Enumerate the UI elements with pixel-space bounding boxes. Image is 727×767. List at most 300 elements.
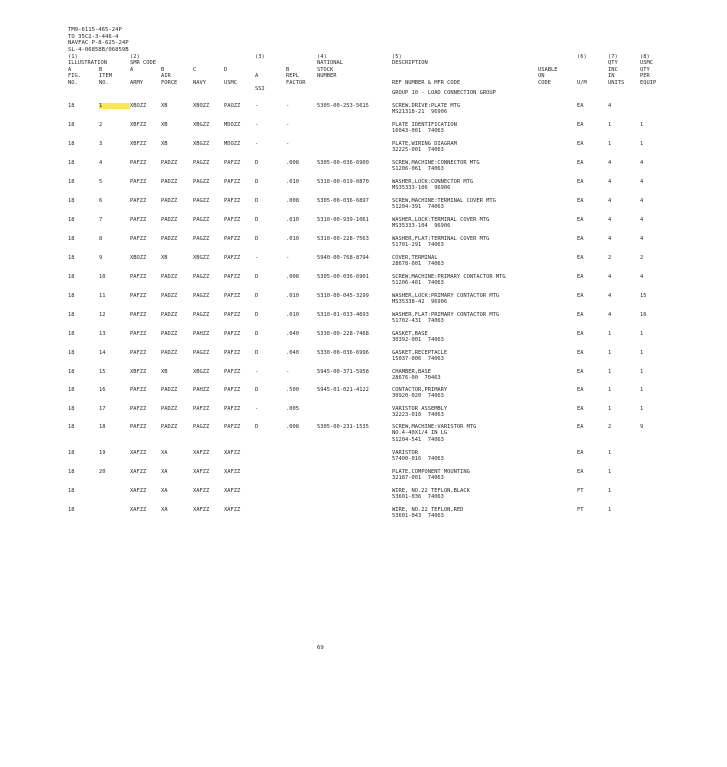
fig-cell: 18 (68, 507, 75, 513)
description-line: 51204-541 74063 (392, 436, 444, 443)
smr-army-cell: XBFZZ (130, 141, 147, 147)
table-row (0, 274, 727, 290)
item-cell: 20 (99, 469, 106, 475)
description-line: 32225-001 74063 (392, 147, 444, 154)
smr-airforce-cell: PADZZ (161, 331, 178, 337)
usmc-qty-cell: 1 (640, 350, 644, 356)
repl-factor-cell: .010 (286, 236, 299, 242)
smr-army-cell: XAFZZ (130, 507, 147, 513)
usmc-qty-cell: 2 (640, 255, 644, 261)
table-row (0, 255, 727, 271)
fig-cell: 18 (68, 236, 75, 242)
unit-measure-cell: EA (577, 293, 584, 299)
unit-measure-cell: EA (577, 141, 584, 147)
repl-factor-cell: .005 (286, 406, 299, 412)
stock-number-cell: 5940-00-768-8794 (317, 255, 369, 261)
usmc-qty-cell: 1 (640, 406, 644, 412)
usmc-qty-cell: 9 (640, 424, 644, 430)
description-line: 53601-036 74063 (392, 494, 444, 501)
stock-number-cell: 5305-00-253-5615 (317, 103, 369, 109)
qty-cell: 1 (608, 488, 612, 494)
group-title: GROUP 10 - LOAD CONNECTION GROUP (392, 90, 496, 96)
fig-cell: 18 (68, 350, 75, 356)
smr-airforce-cell: XB (161, 103, 168, 109)
description-line: 51701-291 74063 (392, 242, 444, 249)
column-header-line: CODE (538, 79, 551, 86)
column-header-usmc (224, 48, 237, 86)
smr-navy-cell: PAFZZ (193, 406, 210, 412)
usmc-qty-cell: 1 (640, 369, 644, 375)
qty-cell: 2 (608, 255, 612, 261)
unit-measure-cell: EA (577, 274, 584, 280)
smr-army-cell: PAFZZ (130, 179, 147, 185)
smr-army-cell: PAFZZ (130, 312, 147, 318)
column-header-line: IN (608, 73, 615, 80)
table-row (0, 103, 727, 119)
item-cell: 18 (99, 424, 106, 430)
ssi-cell: - (255, 406, 259, 412)
column-header-line: ARMY (130, 79, 143, 86)
repl-factor-cell: .500 (286, 387, 299, 393)
description-line: 32187-001 74063 (392, 475, 444, 482)
qty-cell: 4 (608, 312, 612, 318)
ssi-cell: - (255, 141, 259, 147)
description-line: WASHER,LOCK:TERMINAL COVER MTG (392, 217, 490, 223)
description-line: WIRE, NO.22 TEFLON,RED (392, 507, 464, 513)
smr-airforce-cell: PADZZ (161, 293, 178, 299)
smr-navy-cell: PAGZZ (193, 424, 210, 430)
column-header-ssi (255, 54, 265, 92)
unit-measure-cell: EA (577, 424, 584, 430)
smr-army-cell: PAFZZ (130, 424, 147, 430)
description-line: PLATE,WIRING DIAGRAM (392, 141, 457, 147)
table-row (0, 179, 727, 195)
ssi-cell: - (255, 255, 259, 261)
usmc-qty-cell: 1 (640, 387, 644, 393)
description-line: MS35333-104 96906 (392, 223, 451, 230)
smr-army-cell: PAFZZ (130, 350, 147, 356)
unit-measure-cell: EA (577, 255, 584, 261)
smr-navy-cell: XAFZZ (193, 488, 210, 494)
table-row (0, 350, 727, 366)
fig-cell: 18 (68, 103, 75, 109)
smr-army-cell: PAFZZ (130, 160, 147, 166)
unit-measure-cell: EA (577, 469, 584, 475)
smr-army-cell: PAFZZ (130, 198, 147, 204)
description-line: CONTACTOR,PRIMARY (392, 387, 448, 393)
fig-cell: 18 (68, 141, 75, 147)
column-header-line: QTY (640, 66, 650, 73)
fig-cell: 18 (68, 369, 75, 375)
description-line: COVER,TERMINAL (392, 255, 438, 261)
smr-usmc-cell: PAFZZ (224, 312, 241, 318)
qty-cell: 1 (608, 122, 612, 128)
smr-airforce-cell: PADZZ (161, 424, 178, 430)
smr-usmc-cell: PAFZZ (224, 160, 241, 166)
item-cell: 19 (99, 450, 106, 456)
smr-usmc-cell: PAOZZ (224, 103, 241, 109)
smr-usmc-cell: XAFZZ (224, 507, 241, 513)
column-header-line: A (255, 73, 259, 80)
column-header-line: FORCE (161, 79, 178, 86)
usmc-qty-cell: 4 (640, 236, 644, 242)
column-header-line: (3) (255, 54, 265, 60)
description-line: 51204-391 74063 (392, 204, 444, 211)
smr-usmc-cell: PAFZZ (224, 274, 241, 280)
table-row (0, 387, 727, 403)
smr-airforce-cell: PADZZ (161, 387, 178, 393)
fig-cell: 18 (68, 293, 75, 299)
table-row (0, 312, 727, 328)
item-cell: 15 (99, 369, 106, 375)
repl-factor-cell: .040 (286, 350, 299, 356)
stock-number-cell: 5310-00-228-7563 (317, 236, 369, 242)
column-header-line: B (99, 66, 103, 73)
smr-usmc-cell: PAFZZ (224, 293, 241, 299)
unit-measure-cell: FT (577, 488, 584, 494)
table-row (0, 141, 727, 157)
repl-factor-cell: .010 (286, 217, 299, 223)
smr-army-cell: XBFZZ (130, 122, 147, 128)
description-line: SCREW,MACHINE:VARISTOR MTG (392, 424, 477, 430)
column-header-line: (7) (608, 54, 618, 60)
description-line: WASHER,LOCK:CONNECTOR MTG (392, 179, 474, 185)
repl-factor-cell: - (286, 122, 290, 128)
description-line: 28676-00 70463 (392, 375, 441, 382)
smr-navy-cell: XBOZZ (193, 103, 210, 109)
header-line: TO 35C2-3-446-4 (68, 33, 119, 40)
ssi-cell: D (255, 217, 259, 223)
column-header-line: AIR (161, 73, 171, 80)
repl-factor-cell: - (286, 369, 290, 375)
smr-usmc-cell: PAFZZ (224, 255, 241, 261)
column-header-line: D (224, 66, 228, 73)
column-header-line: B (286, 66, 290, 73)
smr-army-cell: XAFZZ (130, 488, 147, 494)
qty-cell: 1 (608, 350, 612, 356)
column-header-line: EQUIP (640, 79, 657, 86)
smr-usmc-cell: PAFZZ (224, 217, 241, 223)
smr-navy-cell: PAGZZ (193, 312, 210, 318)
unit-measure-cell: EA (577, 350, 584, 356)
item-cell: 17 (99, 406, 106, 412)
column-header-line: (1) (68, 54, 78, 60)
repl-factor-cell: .008 (286, 160, 299, 166)
column-header-line: SSI (255, 85, 265, 92)
column-header-line: NO. (68, 79, 78, 86)
column-header-line: NUMBER (317, 73, 337, 80)
smr-army-cell: XBOZZ (130, 255, 147, 261)
stock-number-cell: 5305-00-231-1535 (317, 424, 369, 430)
description-line: 51206-061 74063 (392, 166, 444, 173)
column-header-line: ITEM (99, 73, 112, 80)
column-header-line: REF NUMBER & MFR CODE (392, 79, 461, 86)
table-row (0, 217, 727, 233)
smr-army-cell: PAFZZ (130, 331, 147, 337)
unit-measure-cell: EA (577, 450, 584, 456)
smr-airforce-cell: PADZZ (161, 350, 178, 356)
stock-number-cell: 5310-00-019-0870 (317, 179, 369, 185)
smr-usmc-cell: MDOZZ (224, 141, 241, 147)
description-line: SCREW,MACHINE:TERMINAL COVER MTG (392, 198, 496, 204)
column-header-line: (5) (392, 54, 402, 60)
usmc-qty-cell: 1 (640, 141, 644, 147)
fig-cell: 18 (68, 406, 75, 412)
column-header-line: U/M (577, 79, 587, 86)
smr-usmc-cell: PAFZZ (224, 236, 241, 242)
smr-navy-cell: PAGZZ (193, 236, 210, 242)
qty-cell: 4 (608, 160, 612, 166)
usmc-qty-cell: 16 (640, 312, 647, 318)
ssi-cell: D (255, 236, 259, 242)
smr-usmc-cell: PAFZZ (224, 350, 241, 356)
repl-factor-cell: .008 (286, 424, 299, 430)
description-line: MS35338-42 96906 (392, 299, 448, 306)
smr-navy-cell: XAFZZ (193, 450, 210, 456)
smr-airforce-cell: XB (161, 369, 168, 375)
item-cell: 4 (99, 160, 103, 166)
column-header-line: A (130, 66, 134, 73)
column-header-nsn (317, 54, 343, 80)
ssi-cell: - (255, 369, 259, 375)
description-line: MS21318-21 96906 (392, 109, 448, 116)
smr-airforce-cell: PADZZ (161, 274, 178, 280)
smr-navy-cell: PAGZZ (193, 274, 210, 280)
column-header-line: (2) (130, 53, 140, 60)
ssi-cell: D (255, 293, 259, 299)
unit-measure-cell: EA (577, 387, 584, 393)
unit-measure-cell: EA (577, 198, 584, 204)
smr-usmc-cell: PAFZZ (224, 406, 241, 412)
column-header-line: NAVY (193, 79, 206, 86)
usmc-qty-cell: 4 (640, 179, 644, 185)
table-row (0, 469, 727, 485)
smr-usmc-cell: PAFZZ (224, 198, 241, 204)
document-header (68, 27, 129, 53)
repl-factor-cell: .010 (286, 179, 299, 185)
item-cell: 3 (99, 141, 103, 147)
item-cell: 8 (99, 236, 103, 242)
description-line: CHAMBER,BASE (392, 369, 431, 375)
table-row (0, 369, 727, 385)
description-line: VARISTOR ASSEMBLY (392, 406, 448, 412)
column-header-line: B (161, 66, 165, 73)
qty-cell: 4 (608, 236, 612, 242)
column-header-line: QTY (608, 60, 618, 67)
smr-army-cell: XBFZZ (130, 369, 147, 375)
column-header-line: C (193, 66, 197, 73)
column-header-line: USMC (640, 60, 653, 67)
smr-army-cell: PAFZZ (130, 274, 147, 280)
description-line: WIRE, NO.22 TEFLON,BLACK (392, 488, 470, 494)
column-header-line: (6) (577, 54, 587, 60)
qty-cell: 4 (608, 179, 612, 185)
description-line: 53601-043 74063 (392, 513, 444, 520)
unit-measure-cell: EA (577, 331, 584, 337)
column-header-desc (392, 54, 460, 86)
qty-cell: 4 (608, 198, 612, 204)
repl-factor-cell: .040 (286, 331, 299, 337)
smr-airforce-cell: XA (161, 507, 168, 513)
usmc-qty-cell: 4 (640, 274, 644, 280)
fig-cell: 18 (68, 331, 75, 337)
fig-cell: 18 (68, 387, 75, 393)
column-header-usable (538, 48, 557, 86)
smr-navy-cell: PAGZZ (193, 198, 210, 204)
unit-measure-cell: EA (577, 103, 584, 109)
smr-army-cell: PAFZZ (130, 387, 147, 393)
column-header-line: NO. (99, 79, 109, 86)
fig-cell: 18 (68, 450, 75, 456)
smr-airforce-cell: XA (161, 488, 168, 494)
smr-navy-cell: XBGZZ (193, 369, 210, 375)
item-cell: 14 (99, 350, 106, 356)
smr-airforce-cell: PADZZ (161, 406, 178, 412)
description-line: NO.4-40X1/4 IN LG (392, 430, 448, 437)
table-row (0, 507, 727, 523)
description-line: 16043-001 74063 (392, 128, 444, 135)
fig-cell: 18 (68, 424, 75, 430)
smr-army-cell: XAFZZ (130, 450, 147, 456)
item-cell: 11 (99, 293, 106, 299)
usmc-qty-cell: 4 (640, 217, 644, 223)
description-line: VARISTOR (392, 450, 418, 456)
smr-airforce-cell: PADZZ (161, 179, 178, 185)
table-row (0, 160, 727, 176)
item-cell: 12 (99, 312, 106, 318)
fig-cell: 18 (68, 312, 75, 318)
qty-cell: 1 (608, 331, 612, 337)
qty-cell: 2 (608, 424, 612, 430)
table-row (0, 331, 727, 347)
smr-navy-cell: XAFZZ (193, 507, 210, 513)
smr-airforce-cell: XB (161, 122, 168, 128)
fig-cell: 18 (68, 160, 75, 166)
smr-usmc-cell: PAFZZ (224, 369, 241, 375)
repl-factor-cell: .010 (286, 312, 299, 318)
description-line: GASKET,RECEPTACLE (392, 350, 448, 356)
table-row (0, 406, 727, 422)
column-header-qty (608, 54, 624, 86)
smr-usmc-cell: PAFZZ (224, 331, 241, 337)
description-line: WASHER,FLAT:TERMINAL COVER MTG (392, 236, 490, 242)
column-header-navy (193, 48, 206, 86)
unit-measure-cell: EA (577, 406, 584, 412)
unit-measure-cell: EA (577, 179, 584, 185)
column-header-line: INC (608, 66, 618, 73)
description-line: MS35333-106 96906 (392, 185, 451, 192)
smr-navy-cell: XBGZZ (193, 255, 210, 261)
header-line: TM9-6115-465-24P (68, 27, 122, 33)
smr-usmc-cell: PAFZZ (224, 179, 241, 185)
ssi-cell: D (255, 179, 259, 185)
ssi-cell: D (255, 198, 259, 204)
usmc-qty-cell: 1 (640, 331, 644, 337)
column-header-line: NATIONAL (317, 60, 343, 67)
smr-usmc-cell: XAFZZ (224, 488, 241, 494)
stock-number-cell: 5310-01-033-4693 (317, 312, 369, 318)
stock-number-cell: 5310-00-939-1061 (317, 217, 369, 223)
column-header-line: SMR CODE (130, 60, 156, 67)
ssi-cell: - (255, 122, 259, 128)
stock-number-cell: 5330-00-228-7468 (317, 331, 369, 337)
description-line: 51206-401 74063 (392, 280, 444, 287)
table-row (0, 293, 727, 309)
smr-airforce-cell: PADZZ (161, 236, 178, 242)
column-header-line: FIG. (68, 73, 81, 80)
item-cell: 7 (99, 217, 103, 223)
qty-cell: 1 (608, 450, 612, 456)
unit-measure-cell: EA (577, 160, 584, 166)
column-header-c2 (99, 54, 112, 86)
qty-cell: 4 (608, 293, 612, 299)
smr-airforce-cell: XB (161, 141, 168, 147)
fig-cell: 18 (68, 255, 75, 261)
unit-measure-cell: FT (577, 507, 584, 513)
qty-cell: 1 (608, 369, 612, 375)
smr-navy-cell: PAGZZ (193, 293, 210, 299)
column-header-line: DESCRIPTION (392, 60, 428, 67)
smr-navy-cell: XBGZZ (193, 141, 210, 147)
qty-cell: 1 (608, 406, 612, 412)
description-line: PLATE IDENTIFICATION (392, 122, 457, 128)
description-line: 30920-020 74063 (392, 393, 444, 400)
stock-number-cell: 5310-00-045-3299 (317, 293, 369, 299)
repl-factor-cell: .010 (286, 293, 299, 299)
smr-airforce-cell: PADZZ (161, 198, 178, 204)
column-header-line: (8) (640, 54, 650, 60)
smr-army-cell: PAFZZ (130, 236, 147, 242)
stock-number-cell: 5305-00-036-6900 (317, 160, 369, 166)
description-line: WASHER,FLAT:PRIMARY CONTACTOR MTG (392, 312, 500, 318)
ssi-cell: D (255, 350, 259, 356)
smr-army-cell: PAFZZ (130, 293, 147, 299)
item-cell: 6 (99, 198, 103, 204)
header-line: SL-4-06858B/06859B (68, 46, 129, 53)
column-header-line: USABLE (538, 66, 558, 73)
fig-cell: 18 (68, 217, 75, 223)
description-line: GASKET,BASE (392, 331, 428, 337)
smr-airforce-cell: PADZZ (161, 312, 178, 318)
smr-airforce-cell: XA (161, 450, 168, 456)
qty-cell: 4 (608, 103, 612, 109)
smr-usmc-cell: PAFZZ (224, 387, 241, 393)
description-line: PLATE,COMPONENT MOUNTING (392, 469, 470, 475)
ssi-cell: D (255, 331, 259, 337)
smr-airforce-cell: PADZZ (161, 160, 178, 166)
smr-army-cell: XAFZZ (130, 469, 147, 475)
item-cell: 1 (99, 103, 130, 109)
smr-navy-cell: PAHZZ (193, 387, 210, 393)
repl-factor-cell: .008 (286, 274, 299, 280)
description-line: SCREW,MACHINE:PRIMARY CONTACTOR MTG (392, 274, 506, 280)
smr-usmc-cell: MDOZZ (224, 122, 241, 128)
description-line: WASHER,LOCK:PRIMARY CONTACTOR MTG (392, 293, 500, 299)
qty-cell: 1 (608, 469, 612, 475)
description-line: 32223-010 74063 (392, 412, 444, 419)
repl-factor-cell: - (286, 255, 290, 261)
stock-number-cell: 5945-00-371-5958 (317, 369, 369, 375)
description-line: 30392-001 74063 (392, 337, 444, 344)
table-row (0, 450, 727, 466)
fig-cell: 18 (68, 469, 75, 475)
table-row (0, 424, 727, 443)
fig-cell: 18 (68, 179, 75, 185)
stock-number-cell: 5945-01-021-4122 (317, 387, 369, 393)
column-header-repl (286, 48, 305, 86)
description-line: SCREW,DRIVE:PLATE MTG (392, 103, 461, 109)
column-header-airforce (161, 48, 177, 86)
